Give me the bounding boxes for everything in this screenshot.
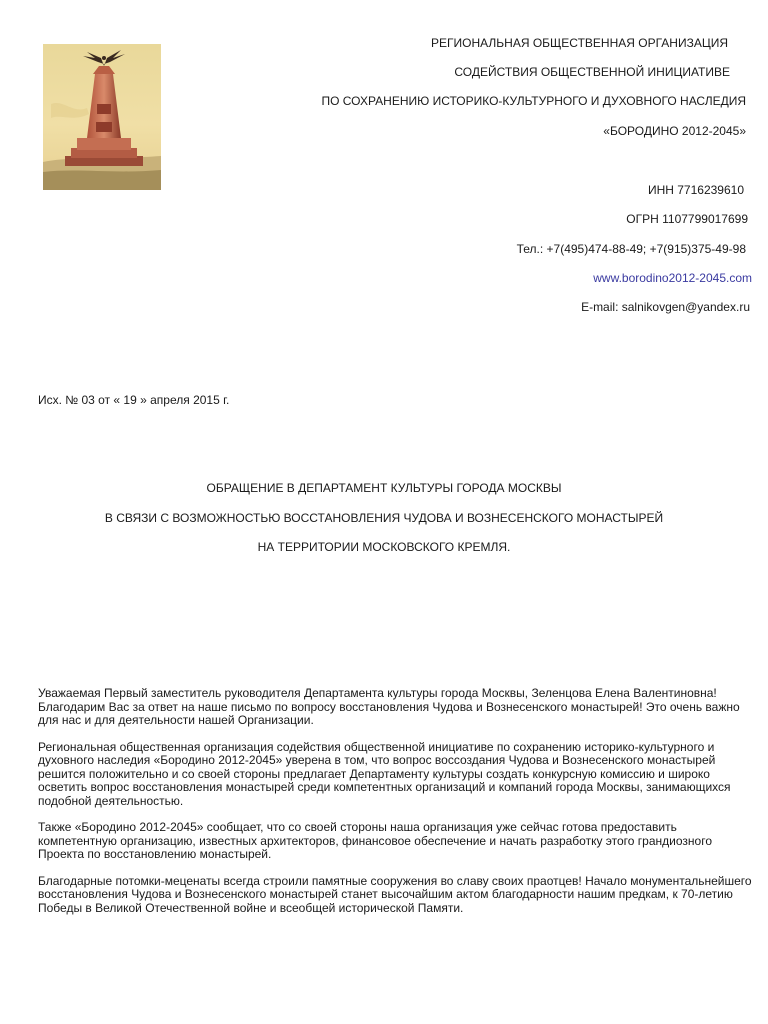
paragraph-2: Региональная общественная организация содействия общественной инициативе по сохранению историко-культурного и духовного наследия «Бородино 2012-2045» уверена в том, что вопрос воссоздания Чудова и Вознесенского монастырей решится положительно и со своей стороны предлагает Департаменту культуры создать конкурсную комиссию и широко осветить вопрос восстановления монастырей среди компетентных организаций и компаний города Москвы, занимающихся подобной деятельностью. <box>38 739 731 808</box>
title-line-2: В СВЯЗИ С ВОЗМОЖНОСТЬЮ ВОССТАНОВЛЕНИЯ ЧУДОВА И ВОЗНЕСЕНСКОГО МОНАСТЫРЕЙ <box>104 511 664 525</box>
paragraph-3: Также «Бородино 2012-2045» сообщает, что со своей стороны наша организация уже сейчас готова предоставить компетентную организацию, известных архитекторов, финансовое обеспечение и начать разработку этого грандиозного Проекта по восстановлению монастырей. <box>38 820 712 861</box>
org-name-line-1: РЕГИОНАЛЬНАЯ ОБЩЕСТВЕННАЯ ОРГАНИЗАЦИЯ <box>431 36 728 50</box>
inn-number: ИНН 7716239610 <box>647 183 744 197</box>
borodino-monument-picture-icon <box>43 44 161 190</box>
ogrn-number: ОГРН 1107799017699 <box>626 212 748 226</box>
title-line-3: НА ТЕРРИТОРИИ МОСКОВСКОГО КРЕМЛЯ. <box>257 540 511 554</box>
org-name-line-4: «БОРОДИНО 2012-2045» <box>603 124 746 138</box>
website-link[interactable]: www.borodino2012-2045.com <box>593 271 752 285</box>
phone-numbers: Тел.: +7(495)474-88-49; +7(915)375-49-98 <box>516 242 746 256</box>
org-name-line-3: ПО СОХРАНЕНИЮ ИСТОРИКО-КУЛЬТУРНОГО И ДУХОВНОГО НАСЛЕДИЯ <box>321 94 746 108</box>
email-address[interactable]: E-mail: salnikovgen@yandex.ru <box>581 300 750 314</box>
paragraph-1: Уважаемая Первый заместитель руководителя Департамента культуры города Москвы, Зеленцова Елена Валентиновна! Благодарим Вас за ответ на наше письмо по вопросу восстановления Чудова и Вознесенского монастырей! Это очень важно для нас и для деятельности нашей Организации. <box>38 686 740 727</box>
outgoing-reference: Исх. № 03 от « 19 » апреля 2015 г. <box>38 393 230 407</box>
letter-body <box>38 687 758 928</box>
paragraph-4: Благодарные потомки-меценаты всегда строили памятные сооружения во славу своих праотцев! Начало монументальнейшего восстановления Чудова и Вознесенского монастырей станет высочайшим актом благодарности нашим предкам, к 70-летию Победы в Великой Отечественной войне и всеобщей исторической Памяти. <box>38 873 752 915</box>
title-line-1: ОБРАЩЕНИЕ В ДЕПАРТАМЕНТ КУЛЬТУРЫ ГОРОДА МОСКВЫ <box>206 481 562 495</box>
org-name-line-2: СОДЕЙСТВИЯ ОБЩЕСТВЕННОЙ ИНИЦИАТИВЕ <box>454 65 730 79</box>
